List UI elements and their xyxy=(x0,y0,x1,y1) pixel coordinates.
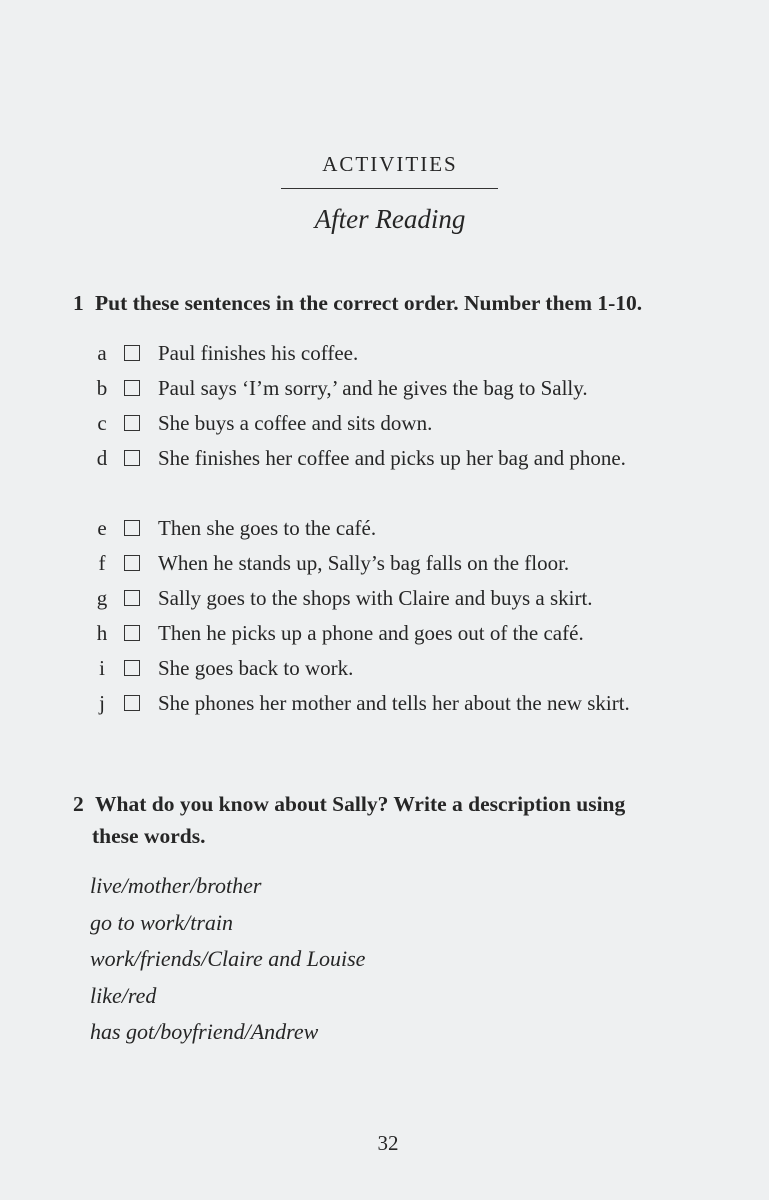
answer-checkbox[interactable] xyxy=(124,660,140,676)
item-letter: c xyxy=(97,411,107,435)
item-text: When he stands up, Sally’s bag falls on the floor. xyxy=(158,551,570,575)
item-letter: h xyxy=(96,621,108,645)
question-text-line-1: What do you know about Sally? Write a description using xyxy=(95,792,626,816)
item-letter: e xyxy=(97,516,107,540)
item-text: Then she goes to the café. xyxy=(158,516,377,540)
list-item xyxy=(0,546,769,581)
word-prompt: live/mother/brother xyxy=(90,873,262,898)
answer-checkbox[interactable] xyxy=(124,555,140,571)
section-subtitle: After Reading xyxy=(314,204,466,234)
item-text: She phones her mother and tells her about the new skirt. xyxy=(158,691,630,715)
question-text: Put these sentences in the correct order. Number them 1-10. xyxy=(95,291,643,315)
page-number: 32 xyxy=(377,1131,399,1155)
answer-checkbox[interactable] xyxy=(124,625,140,641)
answer-checkbox[interactable] xyxy=(124,695,140,711)
item-text: She buys a coffee and sits down. xyxy=(158,411,433,435)
item-text: Sally goes to the shops with Claire and buys a skirt. xyxy=(158,586,593,610)
list-item xyxy=(0,686,769,756)
question-number: 1 xyxy=(73,291,84,315)
item-letter: g xyxy=(96,586,108,610)
item-letter: i xyxy=(99,656,105,680)
item-text: Paul says ‘I’m sorry,’ and he gives the bag to Sally. xyxy=(158,376,588,400)
question-text-line-2: these words. xyxy=(92,824,206,848)
word-prompt: go to work/train xyxy=(90,909,234,935)
list-item xyxy=(0,651,769,686)
word-prompt: has got/boyfriend/Andrew xyxy=(90,1019,319,1044)
word-prompts xyxy=(90,868,365,1051)
item-text: She goes back to work. xyxy=(158,656,354,680)
list-item xyxy=(0,371,769,406)
answer-checkbox[interactable] xyxy=(124,415,140,431)
item-letter: j xyxy=(99,691,105,715)
word-prompt: work/friends/Claire and Louise xyxy=(90,946,366,971)
item-letter: f xyxy=(98,551,106,575)
answer-checkbox[interactable] xyxy=(124,590,140,606)
question-2-prompt xyxy=(73,788,713,852)
item-text: Then he picks up a phone and goes out of the café. xyxy=(158,621,584,645)
item-letter: d xyxy=(96,446,108,470)
question-number: 2 xyxy=(73,792,84,816)
item-text: Paul finishes his coffee. xyxy=(158,341,359,365)
answer-checkbox[interactable] xyxy=(124,520,140,536)
answer-checkbox[interactable] xyxy=(124,345,140,361)
heading-divider xyxy=(281,188,498,189)
item-text: She finishes her coffee and picks up her bag and phone. xyxy=(158,446,626,470)
list-item xyxy=(0,616,769,651)
list-item xyxy=(0,441,769,511)
list-item xyxy=(0,581,769,616)
word-prompt: like/red xyxy=(90,982,157,1008)
question-1-prompt xyxy=(73,287,642,319)
ordering-list xyxy=(0,336,769,756)
list-item xyxy=(0,511,769,546)
section-heading: ACTIVITIES xyxy=(322,152,458,176)
list-item xyxy=(0,406,769,441)
answer-checkbox[interactable] xyxy=(124,380,140,396)
list-item xyxy=(0,336,769,371)
item-letter: a xyxy=(97,341,107,365)
item-letter: b xyxy=(96,376,108,400)
answer-checkbox[interactable] xyxy=(124,450,140,466)
